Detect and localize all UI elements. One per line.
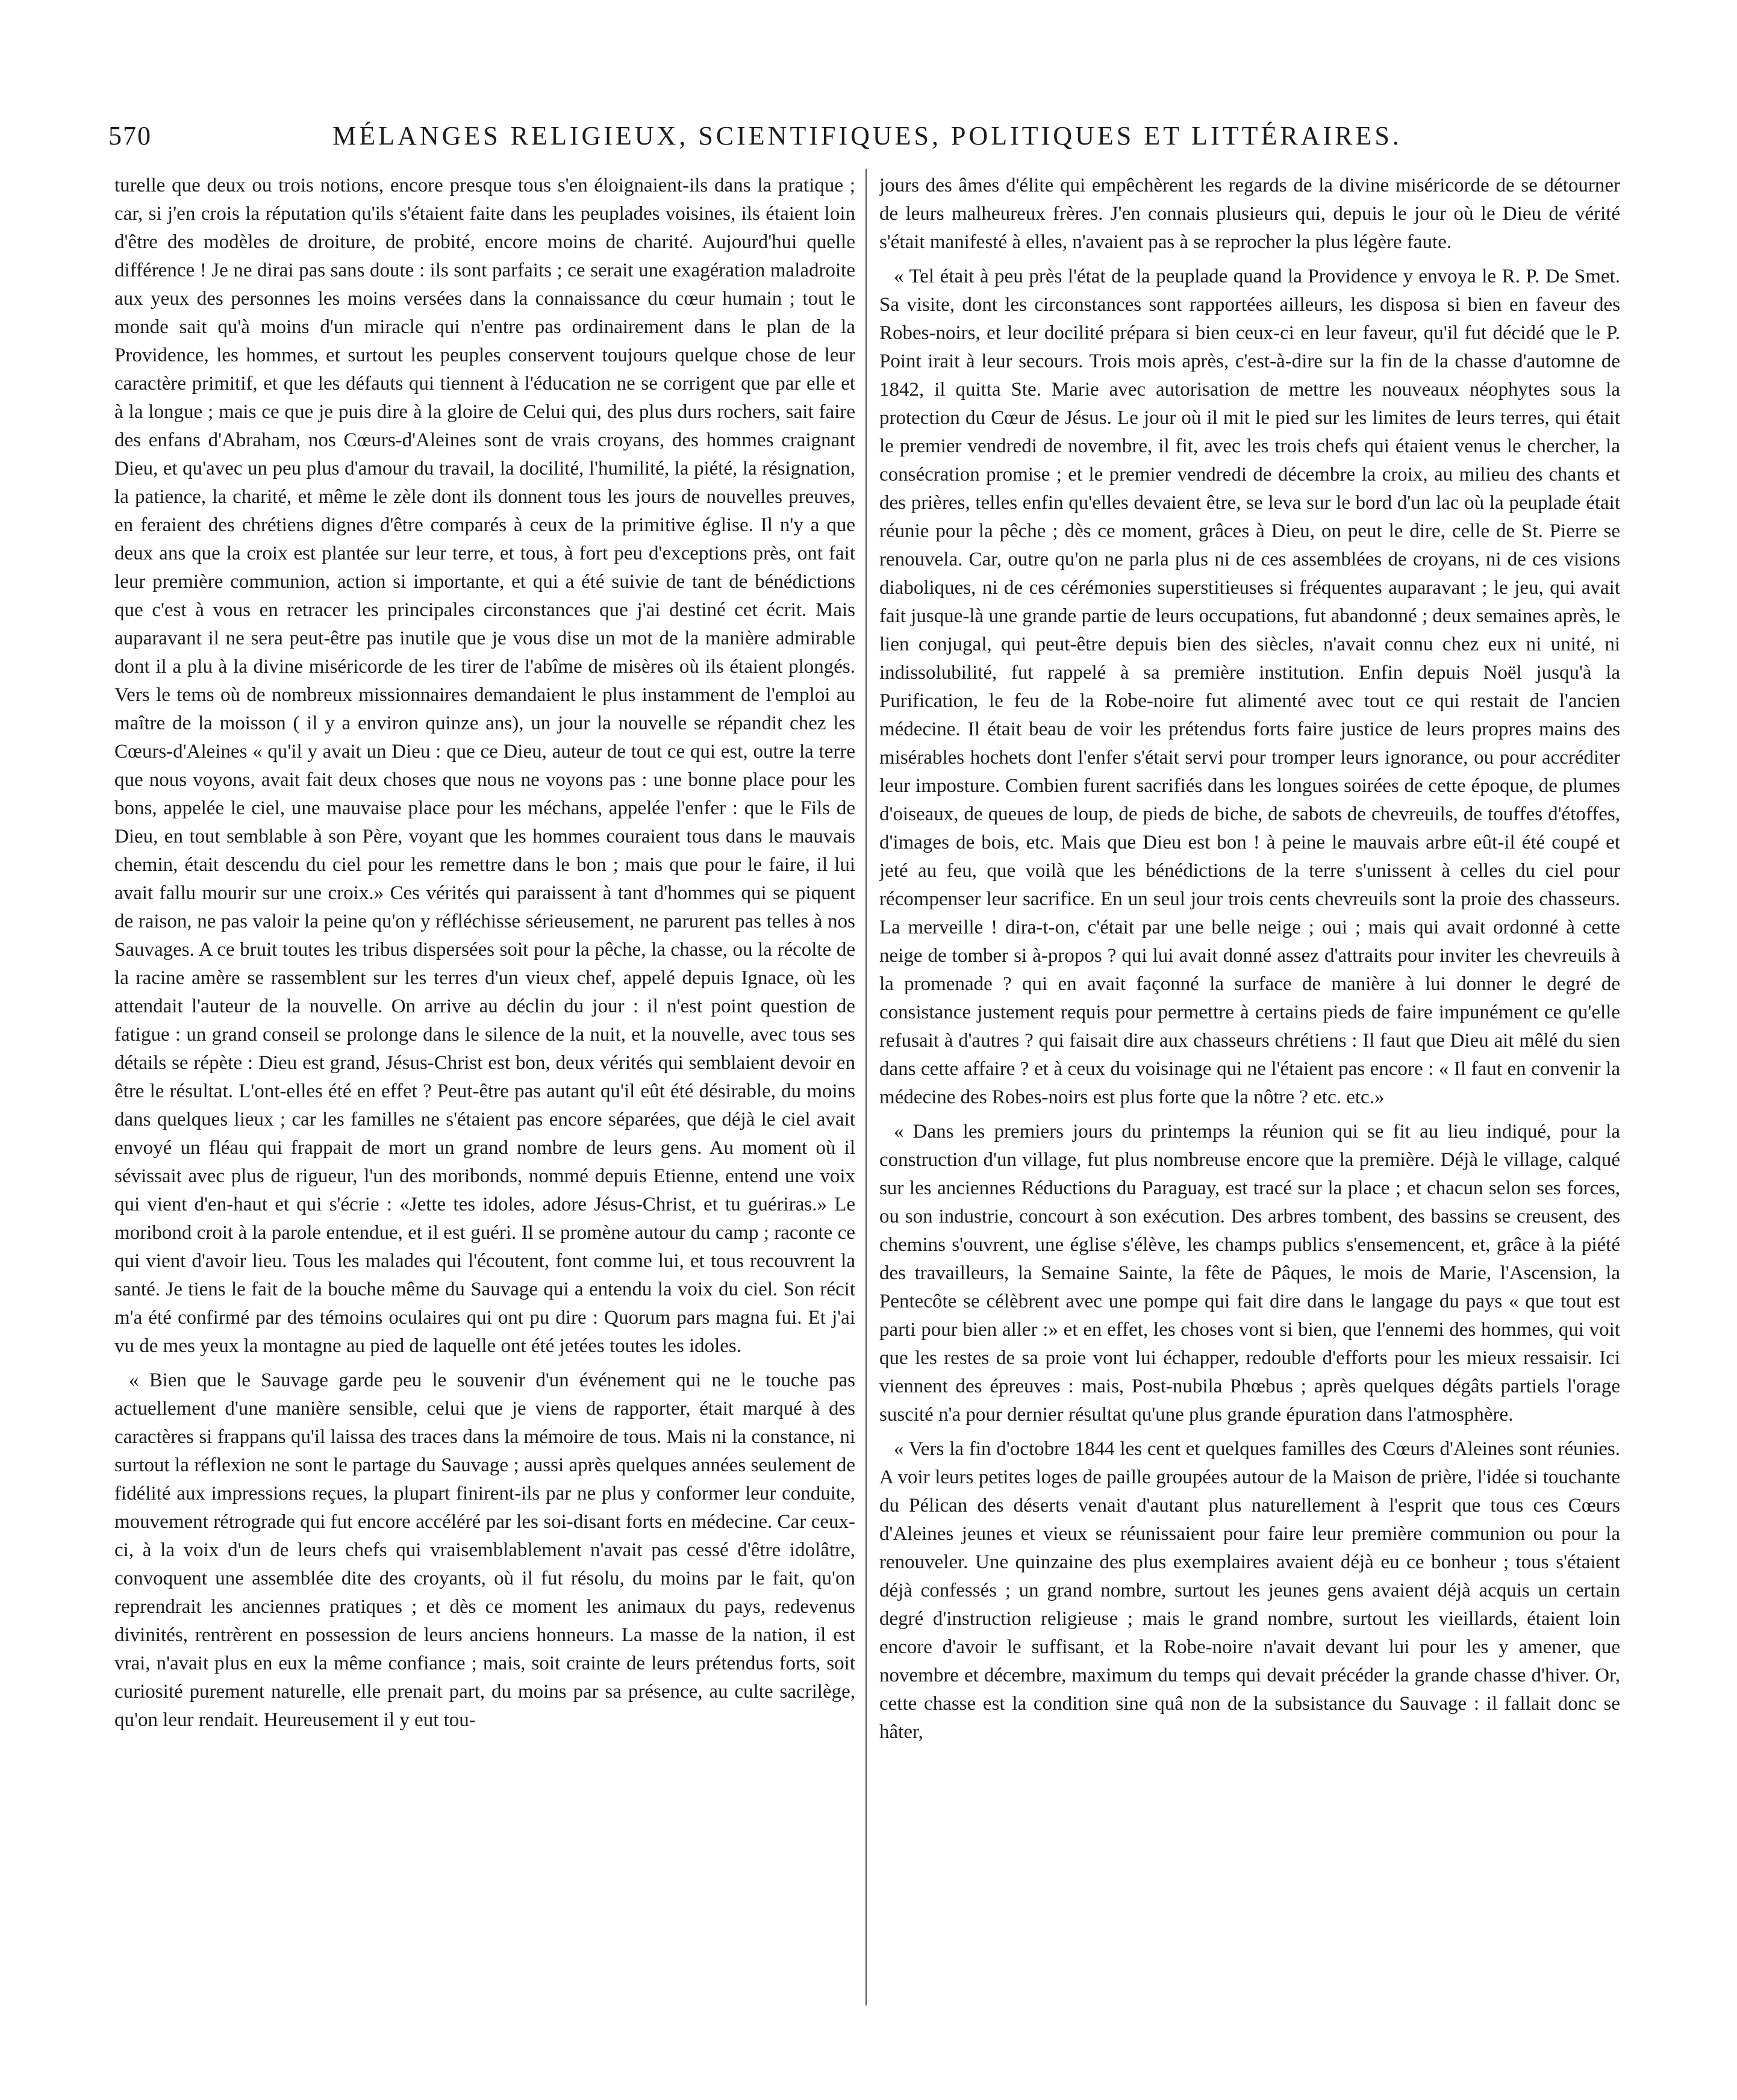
page-number: 570 (108, 121, 152, 151)
paragraph: « Dans les premiers jours du printemps la réunion qui se fit au lieu indiqué, pour la construction d'un village, fut plus nombreuse encore que la première. Déjà le village, calqué sur les anciennes Réductions du Paraguay, est tracé sur la place ; et chacun selon ses forces, ou son industrie, concourt à son exécution. Des arbres tombent, des bassins se creusent, des chemins s'ouvrent, une église s'élève, les champs publics s'ensemencent, et, grâce à la piété des travailleurs, la Semaine Sainte, la fête de Pâques, le mois de Marie, l'Ascension, la Pentecôte se célèbrent avec une pompe qui fait dire dans le langage du pays « que tout est parti pour bien aller :» et en effet, les choses vont si bien, que l'ennemi des hommes, qui voit que les restes de sa proie vont lui échapper, redouble d'efforts pour les mieux ressaisir. Ici viennent des épreuves : mais, Post-nubila Phœbus ; après quelques dégâts partiels l'orage suscité n'a pour dernier résultat qu'une plus grande épuration dans l'atmosphère. (879, 1121, 1620, 1425)
paragraph: « Tel était à peu près l'état de la peuplade quand la Providence y envoya le R. P. De Smet. Sa visite, dont les circonstances sont rapportées ailleurs, les disposa si bien en faveur des Robes-noirs, et leur docilité prépara si bien ceux-ci en leur faveur, qu'il fut décidé que le P. Point irait à leur secours. Trois mois après, c'est-à-dire sur la fin de la chasse d'automne de 1842, il quitta Ste. Marie avec autorisation de mettre les nouveaux néophytes sous la protection du Cœur de Jésus. Le jour où il mit le pied sur les limites de leurs terres, qui était le premier vendredi de novembre, il fit, avec les trois chefs qui étaient venus le chercher, la consécration promise ; et le premier vendredi de décembre la croix, au milieu des chants et des prières, telles enfin qu'elles devaient être, se leva sur le bord d'un lac où la peuplade était réunie pour la pêche ; dès ce moment, grâces à Dieu, on peut le dire, celle de St. Pierre se renouvela. Car, outre qu'on ne parla plus ni de ces assemblées de croyans, ni de ces visions diaboliques, ni de ces cérémonies superstitieuses si fréquentes auparavant ; le jeu, qui avait fait jusque-là une grande partie de leurs occupations, fut abandonné ; deux semaines après, le lien conjugal, qui peut-être depuis bien des siècles, n'avait connu chez eux ni unité, ni indissolubilité, fut rappelé à sa première institution. Enfin depuis Noël jusqu'à la Purification, le feu de la Robe-noire fut alimenté avec tout ce qui restait de l'ancien médecine. Il était beau de voir les prétendus forts faire justice de leurs propres mains des misérables hochets dont l'enfer s'était servi pour tromper leurs ignorance, ou pour accréditer leur imposture. Combien furent sacrifiés dans les longues soirées de cette époque, de plumes d'oiseaux, de queues de loup, de pieds de biche, de sabots de chevreuils, de touffes d'étoffes, d'images de bois, etc. Mais que Dieu est bon ! à peine le mauvais arbre eût-il été coupé et jeté au feu, que voilà que les bénédictions de la terre s'unissent à celles du ciel pour récompenser leur sacrifice. En un seul jour trois cents chevreuils sont la proie des chasseurs. La merveille ! dira-t-on, c'était par une belle neige ; oui ; mais qui avait ordonné à cette neige de tomber si à-propos ? qui lui avait donné assez d'attraits pour inviter les chevreuils à la promenade ? qui en avait façonné la surface de manière à lui donner le degré de consistance justement requis pour permettre à certains pieds de faire impunément ce qu'elle refusait à d'autres ? qui faisait dire aux chasseurs chrétiens : Il faut que Dieu ait mêlé du sien dans cette affaire ? et à ceux du voisinage qui ne l'étaient pas encore : « Il faut en convenir la médecine des Robes-noirs est plus forte que la nôtre ? etc. etc.» (879, 266, 1620, 1108)
paragraph: turelle que deux ou trois notions, encore presque tous s'en éloignaient-ils dans la pratique ; car, si j'en crois la réputation qu'ils s'étaient faite dans les peuplades voisines, ils étaient loin d'être des modèles de droiture, de probité, encore moins de charité. Aujourd'hui quelle différence ! Je ne dirai pas sans doute : ils sont parfaits ; ce serait une exagération maladroite aux yeux des personnes les moins versées dans la connaissance du cœur humain ; tout le monde sait qu'à moins d'un miracle qui n'entre pas ordinairement dans le plan de la Providence, les hommes, et surtout les peuples conservent toujours quelque chose de leur caractère primitif, et que les défauts qui tiennent à l'éducation ne se corrigent que par elle et à la longue ; mais ce que je puis dire à la gloire de Celui qui, des plus durs rochers, sait faire des enfans d'Abraham, nos Cœurs-d'Aleines sont de vrais croyans, des hommes craignant Dieu, et qu'avec un peu plus d'amour du travail, la docilité, l'humilité, la piété, la résignation, la patience, la charité, et même le zèle dont ils donnent tous les jours de nouvelles preuves, en feraient des chrétiens dignes d'être comparés à ceux de la primitive église. Il n'y a que deux ans que la croix est plantée sur leur terre, et tous, à fort peu d'exceptions près, ont fait leur première communion, action si importante, et qui a été suivie de tant de bénédictions que c'est à vous en retracer les principales circonstances que j'ai destiné cet écrit. Mais auparavant il ne sera peut-être pas inutile que je vous dise un mot de la manière admirable dont il a plu à la divine miséricorde de les tirer de l'abîme de misères où ils étaient plongés. Vers le tems où de nombreux missionnaires demandaient le plus instamment de l'emploi au maître de la moisson ( il y a environ quinze ans), un jour la nouvelle se répandit chez les Cœurs-d'Aleines « qu'il y avait un Dieu : que ce Dieu, auteur de tout ce qui est, outre la terre que nous voyons, avait fait deux choses que nous ne voyons pas : une bonne place pour les bons, appelée le ciel, une mauvaise place pour les méchans, appelée l'enfer : que le Fils de Dieu, en tout semblable à son Père, voyant que les hommes couraient tous dans le mauvais chemin, était descendu du ciel pour les remettre dans le bon ; mais que pour le faire, il lui avait fallu mourir sur une croix.» Ces vérités qui paraissent à tant d'hommes qui se piquent de raison, ne pas valoir la peine qu'on y réfléchisse sérieusement, ne parurent pas telles à nos Sauvages. A ce bruit toutes les tribus dispersées soit pour la pêche, la chasse, ou la récolte de la racine amère se rassemblent sur les terres d'un vieux chef, appelé depuis Ignace, où les attendait l'auteur de la nouvelle. On arrive au déclin du jour : il n'est point question de fatigue : un grand conseil se prolonge dans le silence de la nuit, et la nouvelle, avec tous ses détails se répète : Dieu est grand, Jésus-Christ est bon, deux vérités qui semblaient devoir en être le résultat. L'ont-elles été en effet ? Peut-être pas autant qu'il eût été désirable, du moins dans quelques lieux ; car les familles ne s'étaient pas encore séparées, que déjà le ciel avait envoyé un fléau qui frappait de mort un grand nombre de leurs gens. Au moment où il sévissait avec plus de rigueur, l'un des moribonds, nommé depuis Etienne, entend une voix qui vient d'en-haut et qui s'écrie : «Jette tes idoles, adore Jésus-Christ, et tu guériras.» Le moribond croit à la parole entendue, et il est guéri. Il se promène autour du camp ; raconte ce qui vient d'avoir lieu. Tous les malades qui l'écoutent, font comme lui, et tous recouvrent la santé. Je tiens le fait de la bouche même du Sauvage qui a entendu la voix du ciel. Son récit m'a été confirmé par des témoins oculaires qui ont pu dire : Quorum pars magna fui. Et j'ai vu de mes yeux la montagne au pied de laquelle ont été jetées toutes les idoles. (114, 175, 855, 1357)
paragraph: « Bien que le Sauvage garde peu le souvenir d'un événement qui ne le touche pas actuellement d'une manière sensible, celui que je viens de rapporter, était marqué à des caractères si frappans qu'il laissa des traces dans la mémoire de tous. Mais ni la constance, ni surtout la réflexion ne sont le partage du Sauvage ; aussi après quelques années seulement de fidélité aux impressions reçues, la plupart finirent-ils par ne plus y conformer leur conduite, mouvement rétrograde qui fut encore accéléré par les soi-disant forts en médecine. Car ceux-ci, à la voix d'un de leurs chefs qui vraisemblablement n'avait pas cessé d'être idolâtre, convoquent une assemblée dite des croyants, où il fut résolu, du moins par le fait, qu'on reprendrait les anciennes pratiques ; et dès ce moment les animaux du pays, redevenus divinités, rentrèrent en possession de leurs anciens honneurs. La masse de la nation, il est vrai, n'avait plus en eux la même confiance ; mais, soit crainte de leurs prétendus forts, soit curiosité purement naturelle, elle prenait part, du moins par sa présence, au culte sacrilège, qu'on leur rendait. Heureusement il y eut tou- (114, 1369, 855, 1731)
column-divider (865, 169, 867, 2005)
running-title: MÉLANGES RELIGIEUX, SCIENTIFIQUES, POLITIQUES ET LITTÉRAIRES. (332, 121, 1402, 151)
left-column (114, 172, 855, 2027)
page-header (108, 120, 1626, 163)
paragraph: « Vers la fin d'octobre 1844 les cent et quelques familles des Cœurs d'Aleines sont réunies. A voir leurs petites loges de paille groupées autour de la Maison de prière, l'idée si touchante du Pélican des déserts venait d'autant plus naturellement à l'esprit que tous ces Cœurs d'Aleines jeunes et vieux se réunissaient pour faire leur première communion ou pour la renouveler. Une quinzaine des plus exemplaires avaient déjà eu ce bonheur ; tous s'étaient déjà confessés ; un grand nombre, surtout les jeunes gens avaient déjà acquis un certain degré d'instruction religieuse ; mais le grand nombre, surtout les vieillards, étaient loin encore d'avoir le suffisant, et la Robe-noire n'avait devant lui pour les y amener, que novembre et décembre, maximum du temps qui devait précéder la grande chasse d'hiver. Or, cette chasse est la condition sine quâ non de la subsistance du Sauvage : il fallait donc se hâter, (879, 1438, 1620, 1743)
paragraph: jours des âmes d'élite qui empêchèrent les regards de la divine miséricorde de se détourner de leurs malheureux frères. J'en connais plusieurs qui, depuis le jour où le Dieu de vérité s'était manifesté à elles, n'avaient pas à se reprocher la plus légère faute. (879, 175, 1620, 253)
right-column (879, 172, 1620, 2027)
